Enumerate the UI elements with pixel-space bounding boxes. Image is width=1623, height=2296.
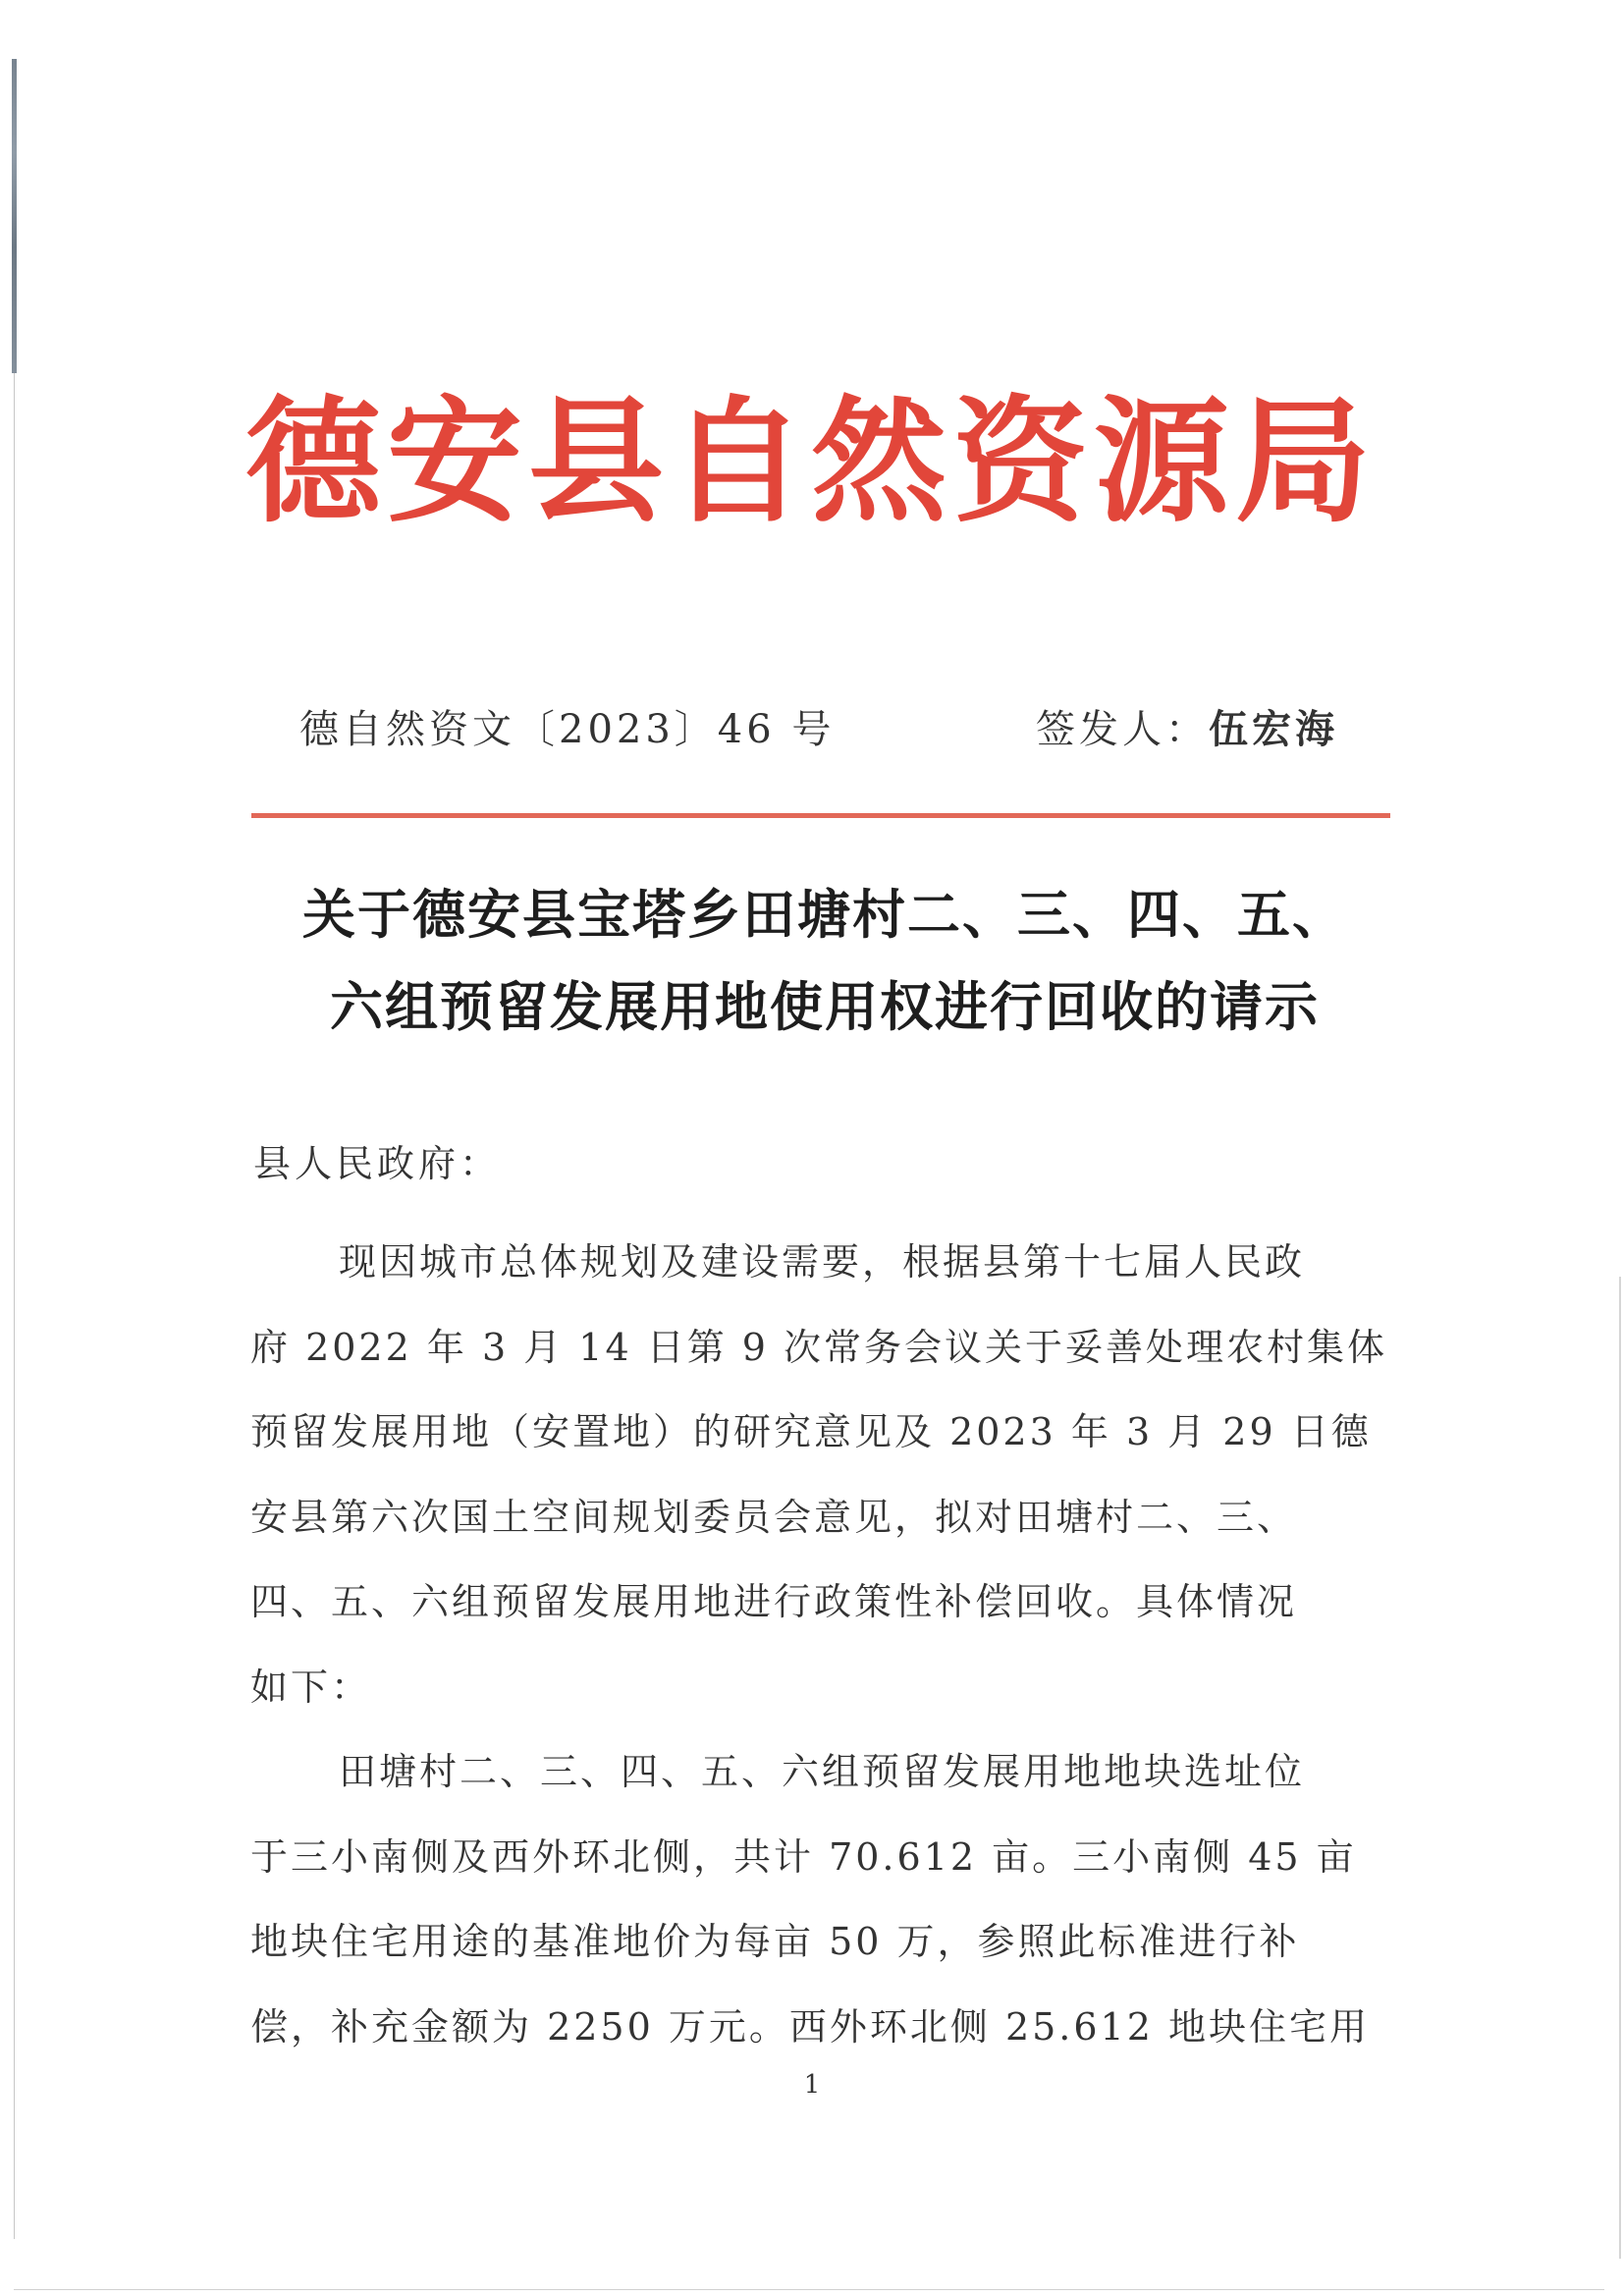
body-line: 安县第六次国土空间规划委员会意见，拟对田塘村二、三、 bbox=[250, 1495, 1298, 1539]
body-line: 于三小南侧及西外环北侧，共计 70.612 亩。三小南侧 45 亩 bbox=[250, 1834, 1357, 1879]
body-line: 地块住宅用途的基准地价为每亩 50 万，参照此标准进行补 bbox=[250, 1920, 1300, 1963]
salutation: 县人民政府： bbox=[253, 1142, 502, 1185]
title-line-2: 六组预留发展用地使用权进行回收的请示 bbox=[330, 976, 1320, 1038]
signer-label: 签发人： bbox=[1036, 707, 1209, 752]
body-line: 预留发展用地（安置地）的研究意见及 2023 年 3 月 29 日德 bbox=[250, 1410, 1372, 1453]
title-line-1: 关于德安县宝塔乡田塘村二、三、四、五、 bbox=[302, 884, 1347, 946]
body-line: 如下： bbox=[250, 1665, 372, 1709]
body-line: 田塘村二、三、四、五、六组预留发展用地地块选址位 bbox=[339, 1750, 1306, 1793]
scan-edge-artifact bbox=[12, 59, 17, 373]
document-title bbox=[236, 869, 1414, 1054]
body-line: 偿，补充金额为 2250 万元。西外环北侧 25.612 地块住宅用 bbox=[250, 2004, 1370, 2049]
signer-block bbox=[1036, 703, 1338, 756]
scan-right-border bbox=[1619, 1277, 1621, 2259]
body-line: 府 2022 年 3 月 14 日第 9 次常务会议关于妥善处理农村集体 bbox=[250, 1325, 1388, 1369]
document-number: 德自然资文〔2023〕46 号 bbox=[299, 707, 836, 752]
scan-left-border bbox=[14, 373, 15, 2239]
document-body bbox=[250, 1220, 1399, 2069]
agency-masthead: 德安县自然资源局 bbox=[245, 381, 1378, 541]
signer-name: 伍宏海 bbox=[1209, 706, 1338, 752]
red-divider-rule bbox=[251, 813, 1390, 818]
scan-bottom-border bbox=[14, 2289, 1604, 2290]
body-line: 现因城市总体规划及建设需要，根据县第十七届人民政 bbox=[339, 1240, 1306, 1284]
page-number: 1 bbox=[803, 2070, 821, 2100]
body-line: 四、五、六组预留发展用地进行政策性补偿回收。具体情况 bbox=[250, 1580, 1298, 1623]
